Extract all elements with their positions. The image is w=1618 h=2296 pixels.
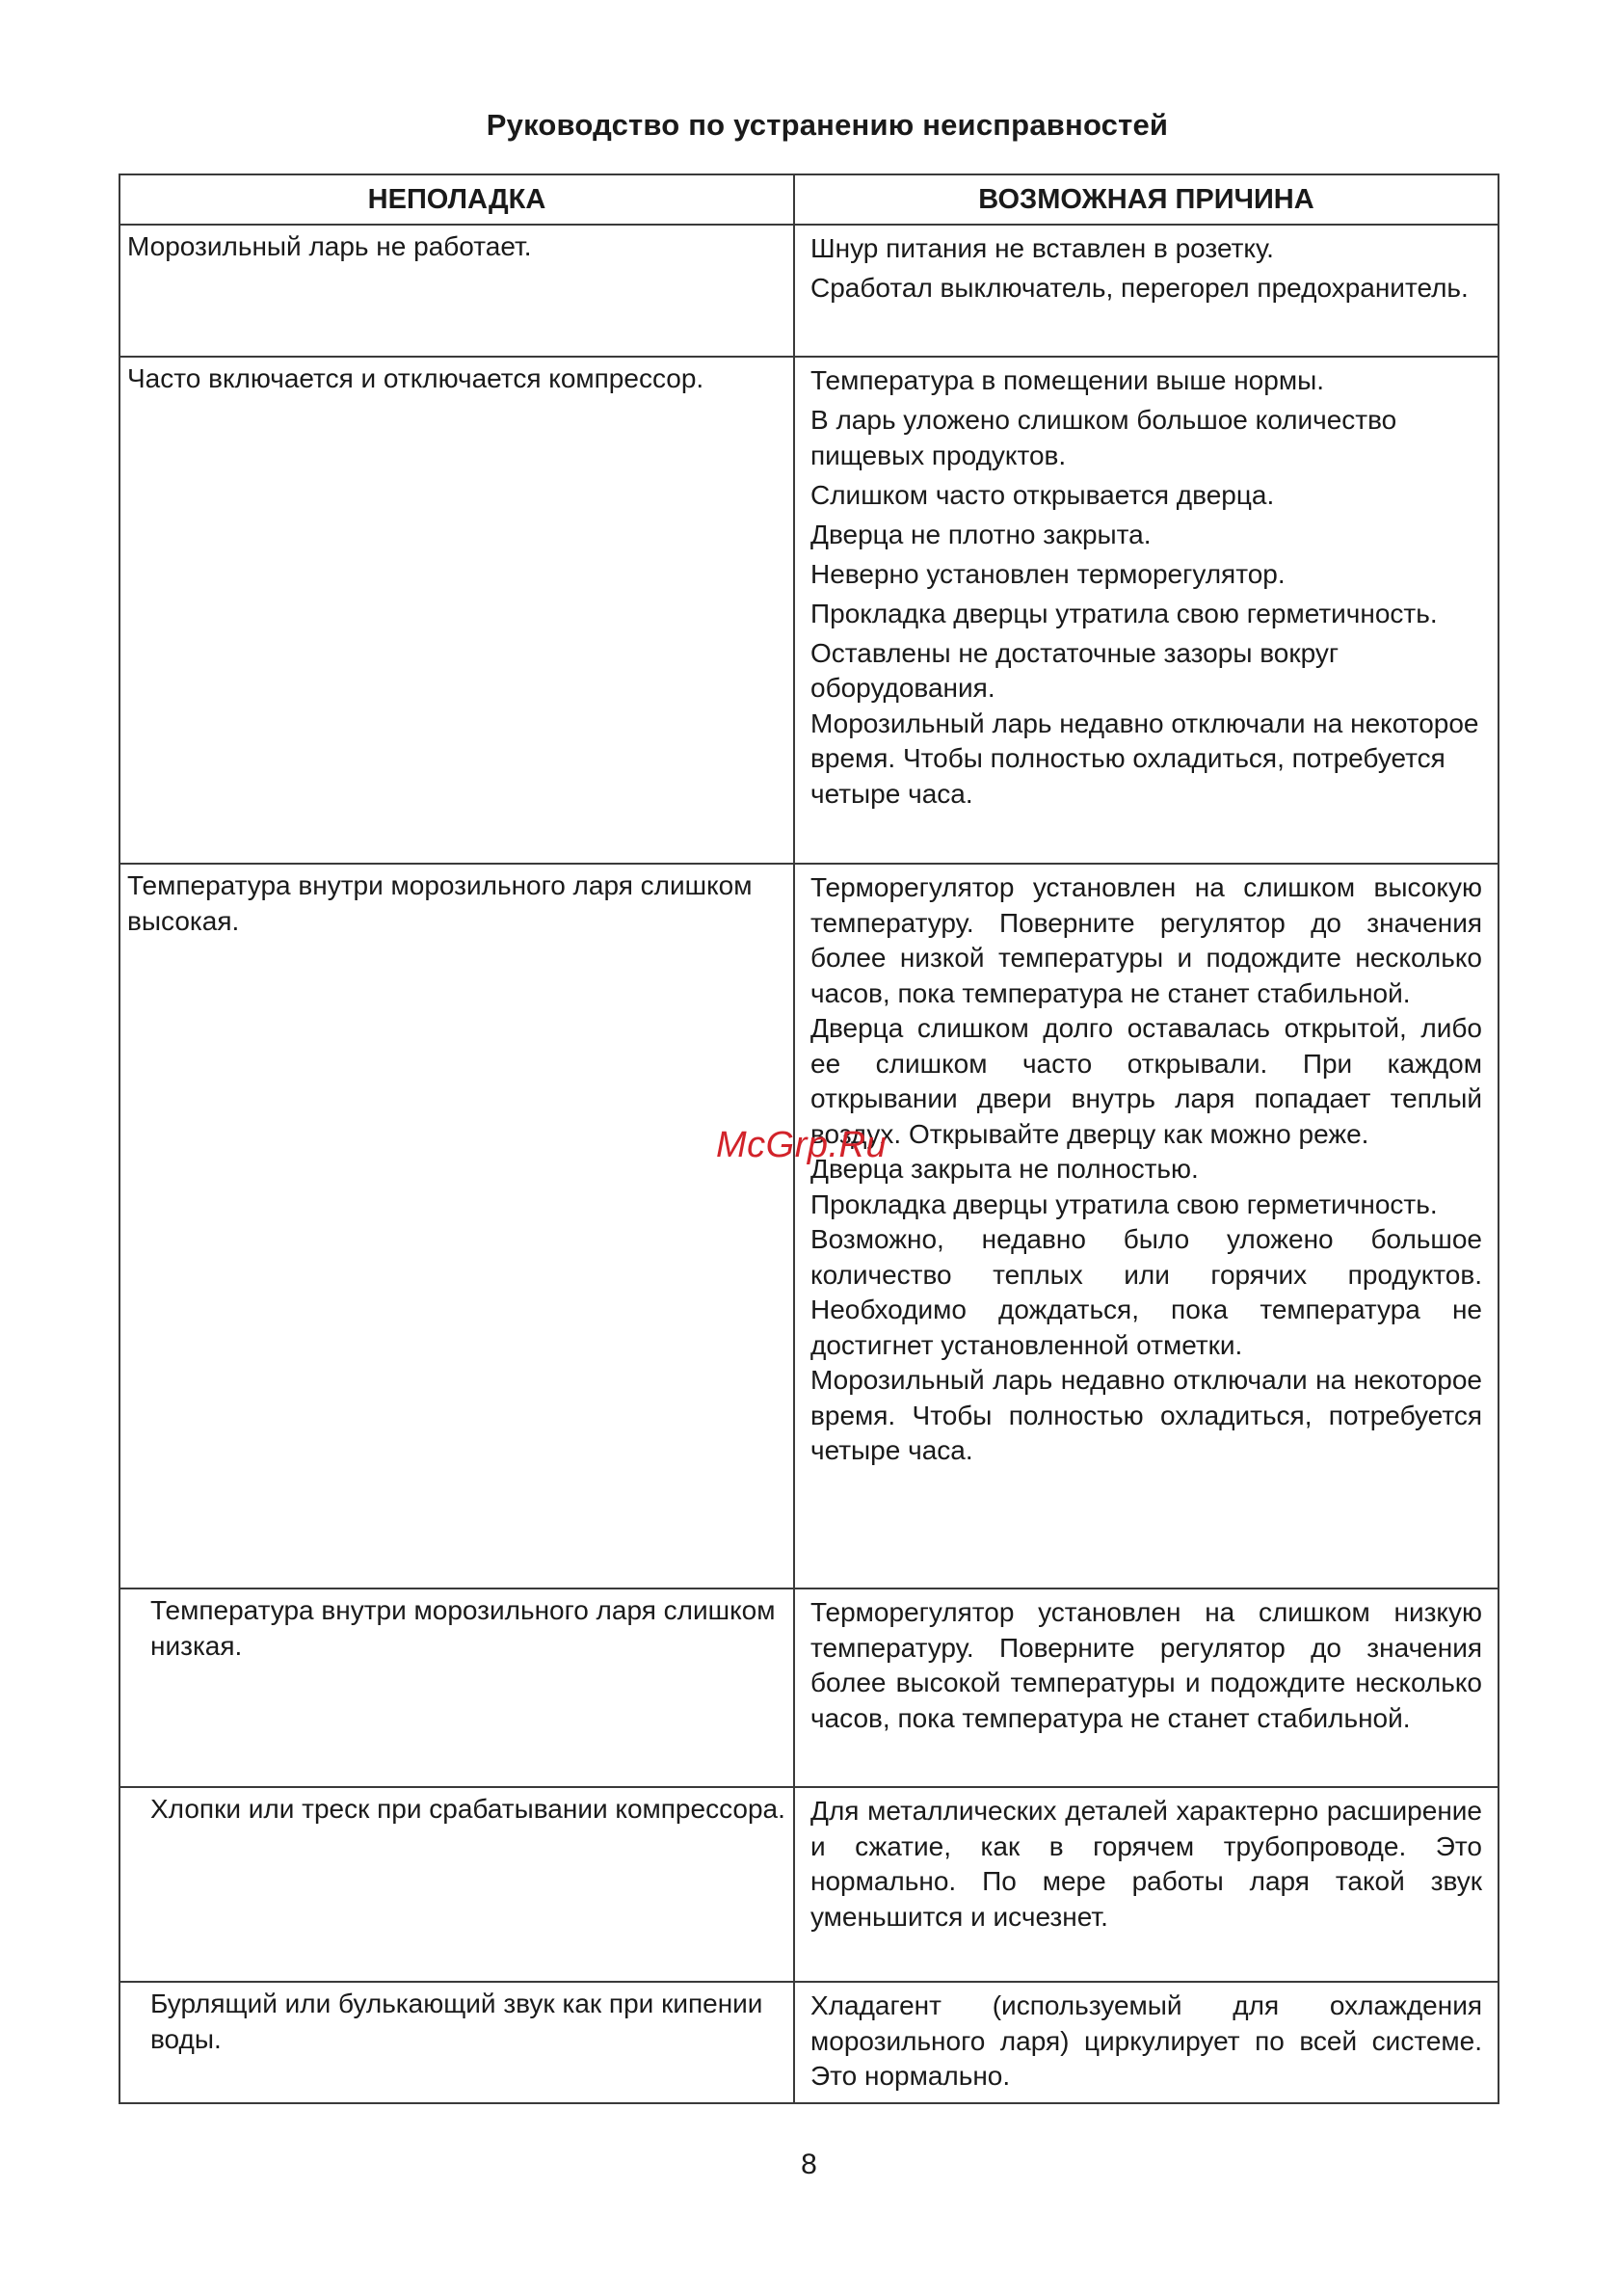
problem-cell: Температура внутри морозильного ларя слишком высокая. [119,864,794,1589]
cause-item: Слишком часто открывается дверца. [810,479,1275,510]
cause-item: Температура в помещении выше нормы. [810,365,1324,395]
table-row [119,1787,1499,1982]
cause-cell [794,357,1499,864]
problem-cell: Бурлящий или булькающий звук как при кипении воды. [119,1982,794,2103]
cause-cell [794,1982,1499,2103]
cause-item: Терморегулятор установлен на слишком низкую температуру. Поверните регулятор до значения более высокой температуры и подождите несколько часов, пока температура не станет стабильной. [810,1597,1482,1733]
cause-item: В ларь уложено слишком большое количество пищевых продуктов. [810,405,1397,470]
cause-item: Прокладка дверцы утратила свою герметичность. [810,1188,1438,1219]
header-problem: НЕПОЛАДКА [119,174,794,225]
cause-item: Неверно установлен терморегулятор. [810,558,1286,589]
cause-item: Морозильный ларь недавно отключали на некоторое время. Чтобы полностью охладиться, потребуется четыре часа. [810,1365,1482,1465]
cause-item: Терморегулятор установлен на слишком высокую температуру. Поверните регулятор до значения более низкой температуры и подождите несколько часов, пока температура не станет стабильной. [810,872,1482,1008]
problem-cell: Морозильный ларь не работает. [119,225,794,357]
cause-item: Дверца закрыта не полностью. [810,1154,1199,1184]
table-row [119,225,1499,357]
cause-cell [794,225,1499,357]
cause-item: Хладагент (используемый для охлаждения морозильного ларя) циркулирует по всей системе. Это нормально. [810,1990,1482,2091]
cause-item: Сработал выключатель, перегорел предохранитель. [810,273,1469,303]
header-cause: ВОЗМОЖНАЯ ПРИЧИНА [794,174,1499,225]
cause-item: Прокладка дверцы утратила свою герметичность. [810,598,1438,628]
table-row [119,1589,1499,1787]
cause-item: Возможно, недавно было уложено большое количество теплых или горячих продуктов. Необходимо дождаться, пока температура не достигнет установленной отметки. [810,1224,1482,1360]
cause-cell [794,1787,1499,1982]
cause-item: Для металлических деталей характерно расширение и сжатие, как в горячем трубопроводе. Это нормально. По мере работы ларя такой звук уменьшится и исчезнет. [810,1796,1482,1932]
table-row [119,1982,1499,2103]
table-row [119,864,1499,1589]
cause-item: Дверца слишком долго оставалась открытой, либо ее слишком часто открывали. При каждом открывании двери внутрь ларя попадает теплый воздух. Открывайте дверцу как можно реже. [810,1013,1482,1149]
page-title: Руководство по устранению неисправностей [486,108,1169,142]
problem-cell: Температура внутри морозильного ларя слишком низкая. [119,1589,794,1787]
page-number: 8 [801,2149,817,2180]
cause-item: Морозильный ларь недавно отключали на некоторое время. Чтобы полностью охладиться, потребуется четыре часа. [810,707,1479,809]
cause-cell [794,1589,1499,1787]
cause-item: Оставлены не достаточные зазоры вокруг оборудования. [810,637,1339,703]
table-row [119,357,1499,864]
problem-cell: Хлопки или треск при срабатывании компрессора. [119,1787,794,1982]
cause-item: Шнур питания не вставлен в розетку. [810,233,1274,263]
table-header-row [119,174,1499,225]
cause-item: Дверца не плотно закрыта. [810,519,1152,549]
watermark: McGrp.Ru [716,1125,888,1165]
problem-cell: Часто включается и отключается компрессор. [119,357,794,864]
cause-cell [794,864,1499,1589]
